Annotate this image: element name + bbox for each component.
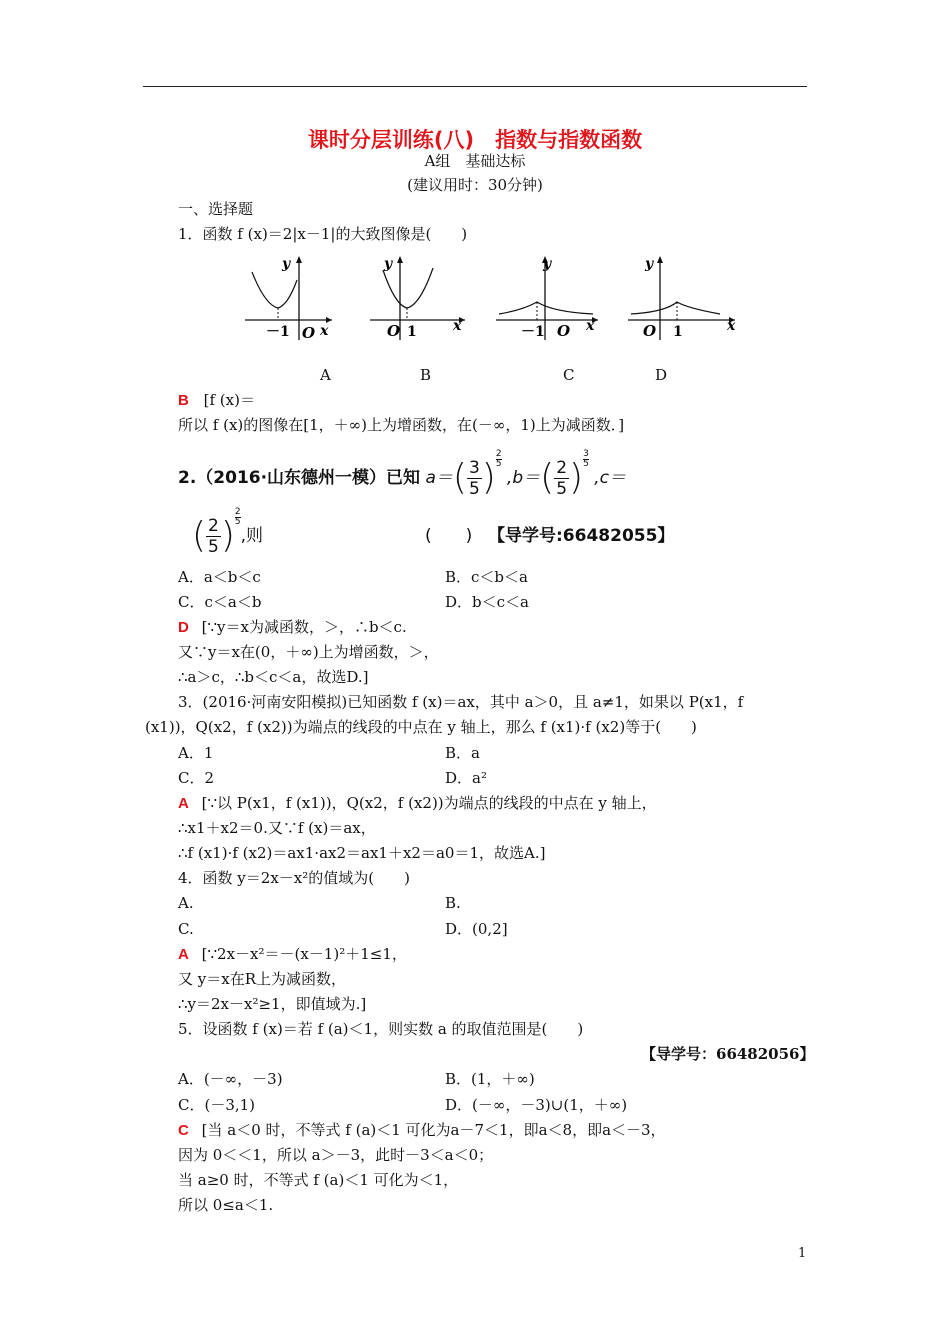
q1-option-b-label: B (420, 366, 432, 384)
svg-text:O: O (387, 322, 401, 340)
q5-stem: 5．设函数 f (x)＝若 f (a)＜1，则实数 a 的取值范围是( ) (178, 1020, 584, 1038)
q3-stem-line2: (x1))，Q(x2，f (x2))为端点的线段的中点在 y 轴上，那么 f (x1)·f (x2)等于( ) (145, 718, 697, 736)
page-title: 课时分层训练(八) 指数与指数函数 (307, 128, 643, 152)
q1-graph-d (625, 250, 740, 345)
q2-answer-paren: ( ) (425, 526, 473, 546)
q3-solution-line1: A [∵以 P(x1，f (x1))，Q(x2，f (x2))为端点的线段的中点在 y 轴上， (178, 794, 657, 812)
q3-solution-line3: ∴f (x1)·f (x2)＝ax1·ax2＝ax1＋x2＝a0＝1，故选A.] (178, 844, 546, 862)
q4-option-c: C. (178, 920, 194, 938)
q1-graph-b (365, 250, 475, 345)
svg-text:－1: －1 (521, 324, 545, 340)
q2-stem-cont: ( $\frac{2}{5}$ ) $\frac{2}{5}$ ,则 (192, 507, 264, 557)
svg-text:y: y (384, 256, 393, 272)
svg-text:1: 1 (673, 324, 683, 340)
q1-option-c-label: C (563, 366, 575, 384)
q1-option-a-label: A (320, 366, 331, 384)
q5-option-a: A．(－∞，－3) (178, 1070, 283, 1088)
svg-text:1: 1 (407, 324, 417, 340)
q1-option-d-label: D (655, 366, 668, 384)
section-heading: 一、选择题 (178, 200, 254, 218)
q2-option-a: A．a＜b＜c (178, 568, 261, 586)
svg-text:x: x (586, 318, 595, 334)
q4-option-b: B. (445, 894, 461, 912)
header-rule (143, 86, 807, 87)
q4-answer: A (178, 946, 189, 963)
q5-solution-line3: 当 a≥0 时，不等式 f (a)＜1 可化为＜1， (178, 1171, 459, 1189)
q2-solution-line1: D [∵y＝x为减函数，＞，∴b＜c. (178, 618, 407, 636)
q3-option-b: B．a (445, 744, 480, 762)
page-number: 1 (798, 1246, 807, 1261)
q2-option-c: C．c＜a＜b (178, 593, 262, 611)
q1-graph-a-x-label: x (320, 323, 329, 339)
q2-guide-number: 【导学号:66482055】 (488, 526, 675, 546)
q4-option-a: A. (178, 894, 194, 912)
q3-stem-line1: 3．(2016·河南安阳模拟)已知函数 f (x)＝ax，其中 a＞0，且 a≠1，如果以 P(x1，f (178, 693, 744, 711)
q3-answer: A (178, 795, 189, 812)
q3-solution-line2: ∴x1＋x2＝0.又∵f (x)＝ax， (178, 819, 376, 837)
q2-option-b: B．c＜b＜a (445, 568, 528, 586)
q3-option-a: A．1 (178, 744, 214, 762)
q5-solution-line1: C [当 a＜0 时，不等式 f (a)＜1 可化为a－7＜1，即a＜8，即a＜－3， (178, 1121, 666, 1139)
q3-option-d: D．a² (445, 769, 487, 787)
q2-solution-line2: 又∵y＝x在(0，＋∞)上为增函数，＞， (178, 643, 439, 661)
q1-answer: B (178, 392, 189, 409)
q5-option-b: B．(1，＋∞) (445, 1070, 535, 1088)
q5-option-d: D．(－∞，－3)∪(1，＋∞) (445, 1096, 628, 1114)
q2-answer: D (178, 619, 189, 636)
q3-option-c: C．2 (178, 769, 215, 787)
q5-solution-line4: 所以 0≤a＜1. (178, 1196, 274, 1214)
svg-text:x: x (453, 318, 462, 334)
q2-stem: 2.（2016·山东德州一模）已知 a＝( $\frac{3}{5}$ ) $\frac{2}{5}$ ,b＝( $\frac{2}{5}$ ) $\frac{3}{5}$ ,c＝ (178, 449, 626, 499)
q1-graph-a (240, 250, 340, 345)
q1-graph-c (493, 250, 603, 345)
q5-option-c: C．(－3,1) (178, 1096, 256, 1114)
suggested-time: (建议用时：30分钟) (407, 176, 543, 194)
svg-text:y: y (543, 256, 552, 272)
svg-text:O: O (557, 322, 571, 340)
q1-stem: 1．函数 f (x)＝2|x－1|的大致图像是( ) (178, 225, 468, 243)
q1-graph-a-neg1: －1 (266, 324, 290, 340)
svg-text:O: O (643, 322, 657, 340)
svg-text:y: y (645, 256, 654, 272)
q4-stem: 4．函数 y＝2x－x²的值域为( ) (178, 869, 410, 887)
q4-solution-line1: A [∵2x－x²＝－(x－1)²＋1≤1， (178, 945, 407, 963)
q1-solution-line2: 所以 f (x)的图像在[1，＋∞)上为增函数，在(－∞，1)上为减函数．] (178, 416, 625, 434)
q4-solution-line3: ∴y＝2x－x²≥1，即值域为.] (178, 995, 367, 1013)
q4-solution-line2: 又 y＝x在R上为减函数， (178, 970, 346, 988)
q1-solution-line1: B [f (x)＝ (178, 391, 255, 409)
group-label: A组 基础达标 (424, 152, 526, 170)
q1-graph-a-y-label: y (282, 256, 291, 272)
q5-guide-number: 【导学号：66482056】 (641, 1045, 815, 1063)
q1-graph-a-origin: O (302, 324, 316, 342)
q5-solution-line2: 因为 0＜＜1，所以 a＞－3，此时－3＜a＜0； (178, 1146, 494, 1164)
svg-text:x: x (727, 318, 736, 334)
q4-option-d: D．(0,2] (445, 920, 508, 938)
q2-solution-line3: ∴a＞c，∴b＜c＜a，故选D.] (178, 668, 369, 686)
q2-option-d: D．b＜c＜a (445, 593, 529, 611)
q5-answer: C (178, 1122, 189, 1139)
